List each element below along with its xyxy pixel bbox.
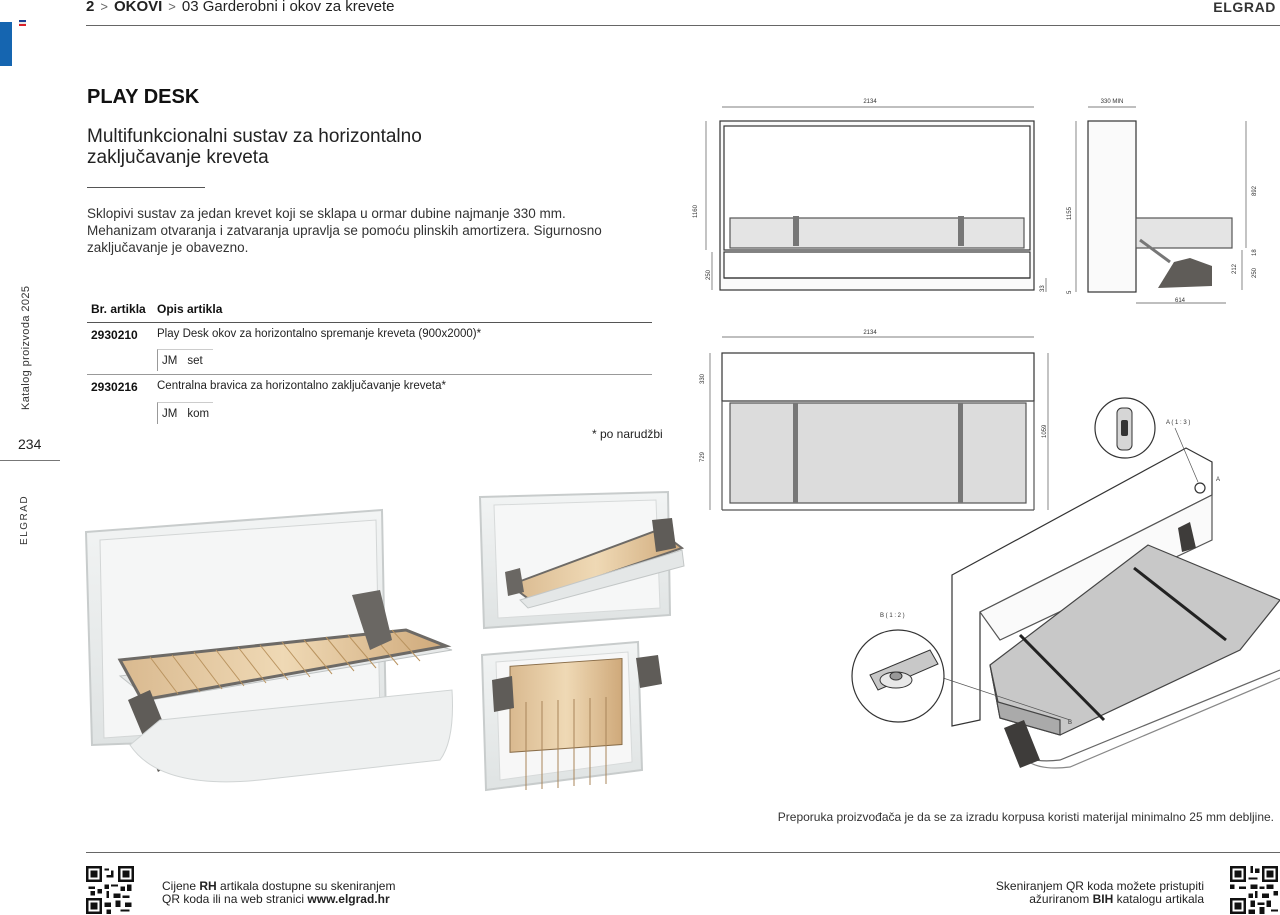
dim-plan-top: 330 (700, 373, 706, 384)
header-brand: ELGRAD (1213, 0, 1276, 15)
breadcrumb-subsection[interactable]: Garderobni i okov za krevete (202, 0, 395, 15)
table-row-description: Centralna bravica za horizontalno zaključavanje kreveta* (157, 380, 446, 392)
page-number: 234 (18, 436, 42, 452)
detail-b-marker: B (1068, 720, 1073, 726)
footer-left-part: QR koda ili na web stranici (162, 892, 308, 906)
dim-plan-low: 729 (700, 451, 706, 462)
unit-value: kom (187, 408, 210, 420)
breadcrumb-subsection-number[interactable]: 03 (181, 0, 199, 15)
dim-side-height: 1155 (1067, 207, 1073, 220)
dim-front-bottom: 33 (1040, 285, 1046, 292)
product-subtitle: Multifunkcionalni sustav za horizontalno zaključavanje kreveta (87, 126, 422, 168)
detail-a-marker: A (1216, 477, 1221, 483)
detail-a-label: A ( 1 : 3 ) (1166, 420, 1191, 426)
footer-right-part: ažuriranom (1029, 892, 1093, 906)
front-elevation-drawing (706, 107, 1046, 292)
dim-side-depth: 330 MIN (1100, 99, 1124, 105)
column-header-description: Opis artikla (157, 302, 223, 316)
table-row-description: Play Desk okov za horizontalno spremanje kreveta (900x2000)* (157, 328, 482, 340)
unit-label: JM (162, 408, 178, 420)
footer-right-part: Skeniranjem QR koda možete pristupiti (995, 879, 1204, 893)
dim-front-low: 250 (706, 269, 712, 280)
dim-side-open: 614 (1174, 298, 1186, 304)
sidebar-brand: ELGRAD (19, 494, 30, 545)
footer-right-part: katalogu artikala (1113, 892, 1204, 906)
product-photo-large (86, 510, 453, 782)
detail-b-circle (852, 630, 944, 722)
qr-code-icon[interactable] (1230, 866, 1278, 914)
table-row-code: 2930210 (91, 328, 138, 342)
manufacturer-recommendation: Preporuka proizvođača je da se za izradu korpusa koristi materijal minimalno 25 mm debljine. (777, 810, 1274, 824)
qr-code-icon[interactable] (86, 866, 134, 914)
footer-right-region: BIH (1092, 892, 1114, 906)
chevron-right-icon: > (168, 0, 176, 14)
table-row-code: 2930216 (91, 380, 138, 394)
dim-front-height: 1160 (693, 205, 699, 218)
product-description: Sklopivi sustav za jedan krevet koji se sklapa u ormar dubine najmanje 330 mm. Mehanizam otvaranja i zatvaranja upravlja se pomoću plinskih amortizera. Sigurnosno zaključavanje je obavezno. (87, 206, 602, 255)
product-photo-closed (482, 642, 662, 790)
footer-right-text (996, 880, 1204, 906)
side-section-drawing (1076, 107, 1246, 303)
footer-left-region: RH (199, 879, 217, 893)
dim-side-212: 212 (1232, 263, 1238, 274)
unit-value: set (187, 355, 203, 367)
chevron-right-icon: > (100, 0, 108, 14)
dim-plan-height: 1059 (1042, 424, 1048, 438)
dim-side-5: 5 (1067, 290, 1073, 294)
footer-website-link[interactable]: www.elgrad.hr (307, 892, 390, 906)
dim-side-250: 250 (1252, 267, 1258, 278)
dim-side-18: 18 (1252, 249, 1258, 256)
sidebar-catalog-label: Katalog proizvoda 2025 (20, 285, 32, 410)
footer-left-part: artikala dostupne su skeniranjem (216, 879, 396, 893)
dim-plan-width: 2134 (863, 330, 877, 336)
footer-left-text (162, 880, 395, 906)
breadcrumb-chapter[interactable]: 2 (86, 0, 95, 15)
footer-divider (86, 852, 1280, 853)
footer-left-part: Cijene (162, 879, 200, 893)
plan-drawing (710, 337, 1048, 510)
unit-label: JM (162, 355, 178, 367)
detail-b-label: B ( 1 : 2 ) (880, 613, 905, 619)
product-photo-open (480, 492, 684, 628)
column-header-code: Br. artikla (91, 302, 146, 316)
dim-side-upper: 892 (1252, 185, 1258, 196)
dim-front-width: 2134 (863, 99, 877, 105)
page-title: PLAY DESK (87, 86, 200, 108)
breadcrumb-section[interactable]: OKOVI (113, 0, 163, 15)
detail-a-circle (1095, 398, 1155, 458)
table-footnote: * po narudžbi (592, 427, 663, 441)
